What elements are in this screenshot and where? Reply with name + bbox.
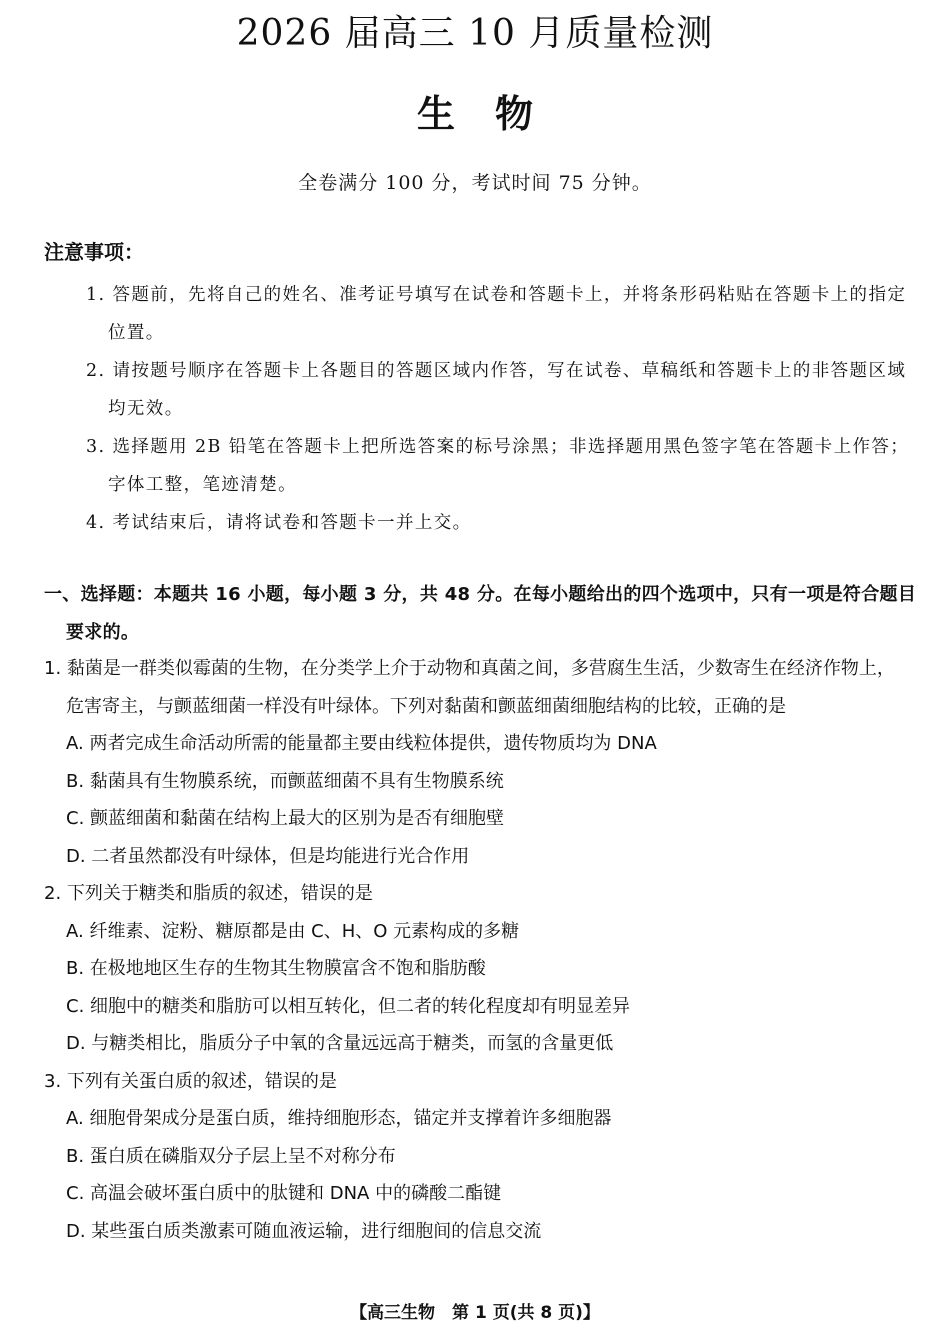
- option-a: A. 两者完成生命活动所需的能量都主要由线粒体提供，遗传物质均为 DNA: [66, 733, 657, 754]
- notes-heading: 注意事项：: [44, 240, 144, 264]
- option-d: D. 二者虽然都没有叶绿体，但是均能进行光合作用: [66, 845, 470, 867]
- option-a: A. 细胞骨架成分是蛋白质，维持细胞形态，锚定并支撑着许多细胞器: [66, 1108, 612, 1129]
- note-item: 3. 选择题用 2B 铅笔在答题卡上把所选答案的标号涂黑；非选择题用黑色签字笔在答题卡上作答；字体工整，笔迹清楚。: [86, 437, 910, 495]
- subject-title: 生物: [416, 92, 573, 136]
- option-d: D. 与糖类相比，脂质分子中氧的含量远远高于糖类，而氢的含量更低: [66, 1033, 614, 1054]
- note-item: 4. 考试结束后，请将试卷和答题卡一并上交。: [86, 513, 472, 533]
- page-footer: 【高三生物 第 1 页(共 8 页)】: [350, 1303, 600, 1323]
- option-c: C. 高温会破坏蛋白质中的肽键和 DNA 中的磷酸二酯键: [66, 1183, 502, 1204]
- option-b: B. 在极地地区生存的生物其生物膜富含不饱和脂肪酸: [66, 958, 486, 979]
- option-b: B. 黏菌具有生物膜系统，而颤蓝细菌不具有生物膜系统: [66, 770, 504, 792]
- notes-list: [86, 276, 910, 542]
- question-stem: 2. 下列关于糖类和脂质的叙述，错误的是: [44, 883, 373, 904]
- question-stem: 1. 黏菌是一群类似霉菌的生物，在分类学上介于动物和真菌之间，多营腐生生活，少数寄生在经济作物上，危害寄主，与颤蓝细菌一样没有叶绿体。下列对黏菌和颤蓝细菌细胞结构的比较，正确的是: [44, 658, 895, 717]
- section-heading: 一、选择题：本题共 16 小题，每小题 3 分，共 48 分。在每小题给出的四个选项中，只有一项是符合题目要求的。: [44, 584, 917, 643]
- question-stem: 3. 下列有关蛋白质的叙述，错误的是: [44, 1070, 337, 1092]
- question-1: [44, 650, 910, 875]
- exam-meta: 全卷满分 100 分，考试时间 75 分钟。: [298, 172, 652, 194]
- question-list: [44, 650, 910, 1250]
- question-3: [44, 1063, 910, 1251]
- option-a: A. 纤维素、淀粉、糖原都是由 C、H、O 元素构成的多糖: [66, 920, 520, 942]
- note-item: 2. 请按题号顺序在答题卡上各题目的答题区域内作答，写在试卷、草稿纸和答题卡上的非答题区域均无效。: [86, 361, 907, 419]
- option-d: D. 某些蛋白质类激素可随血液运输，进行细胞间的信息交流: [66, 1220, 542, 1242]
- question-2: [44, 875, 910, 1063]
- option-c: C. 颤蓝细菌和黏菌在结构上最大的区别为是否有细胞壁: [66, 808, 505, 829]
- exam-title: 2026 届高三 10 月质量检测: [236, 13, 714, 54]
- note-item: 1. 答题前，先将自己的姓名、准考证号填写在试卷和答题卡上，并将条形码粘贴在答题卡上的指定位置。: [86, 285, 907, 343]
- option-b: B. 蛋白质在磷脂双分子层上呈不对称分布: [66, 1145, 396, 1167]
- option-c: C. 细胞中的糖类和脂肪可以相互转化，但二者的转化程度却有明显差异: [66, 995, 631, 1017]
